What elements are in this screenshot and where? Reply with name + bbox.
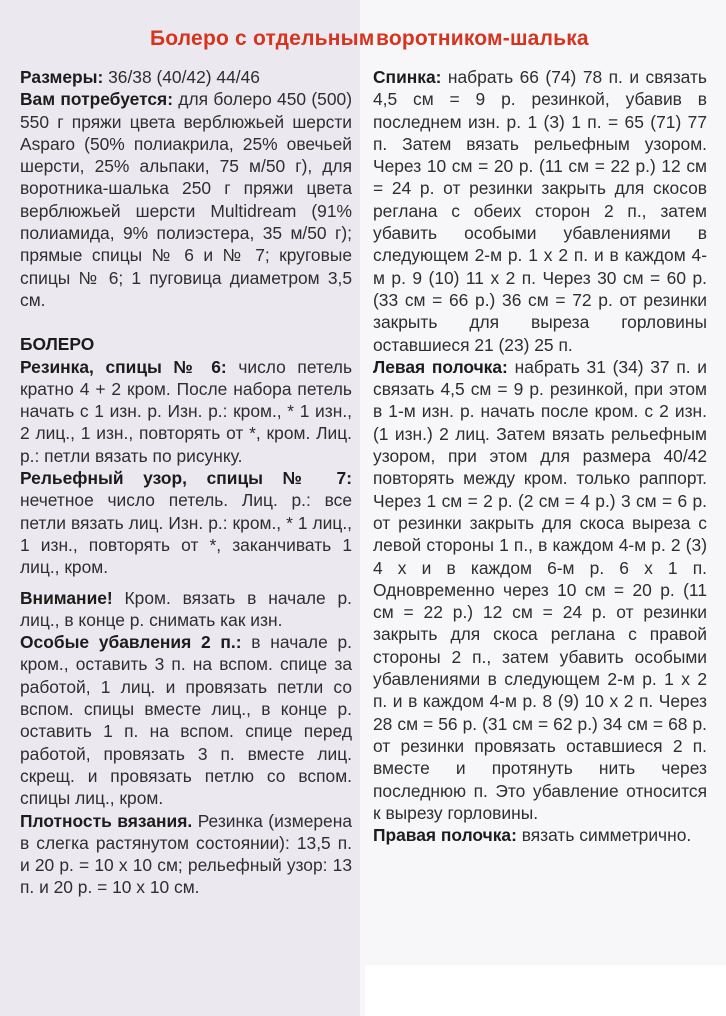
bottom-right-blank-area — [365, 965, 726, 1016]
attention-label: Внимание! — [20, 587, 113, 608]
gauge-label: Плотность вязания. — [20, 810, 193, 831]
left-text-column — [20, 66, 352, 899]
materials-label: Вам потребуется: — [20, 89, 173, 110]
materials-paragraph — [20, 88, 352, 311]
rib-text: число петель кратно 4 + 2 кром. После набора петель начать с 1 изн. р. Изн. р.: кром., * 1 изн., 2 лиц., 1 изн., повторять от *, кром. Лиц. р.: петли вязать по рисунку. — [20, 356, 353, 466]
attention-paragraph — [20, 587, 352, 632]
right-front-label: Правая полочка: — [373, 825, 517, 846]
title-part-right: воротником-шалька — [376, 27, 589, 50]
section-heading-bolero: БОЛЕРО — [20, 334, 95, 355]
left-front-text: набрать 31 (34) 37 п. и связать 4,5 см = 9 р. резинкой, при этом в 1-м изн. р. начать после кром. с 2 изн. (1 изн.) 2 лиц. Затем вязать рельефным узором, при этом для размера 40/42 повторять между кром. только раппорт. Через 1 см = 2 р. (2 см = 4 р.) 3 см = 6 р. от резинки закрыть для скоса выреза с левой стороны 1 п., в каждом 4-м р. 2 (3) 4 х и в каждом 6-м р. 6 х 1 п. Одновременно через 10 см = 20 р. (11 см = 22 р.) 12 см = 24 р. от резинки закрыть для скоса реглана с правой стороны 2 п., затем убавить особыми убавлениями в следующем 2-м р. 1 х 2 п. и в каждом 4-м р. 8 (9) 10 х 2 п. Через 28 см = 56 р. (31 см = 62 р.) 34 см = 68 р. от резинки провязать оставшиеся 2 п. вместе и протянуть нить через последнюю п. Это убавление относится к вырезу горловины. — [373, 356, 708, 823]
gauge-paragraph — [20, 810, 352, 899]
relief-label: Рельефный узор, спицы № 7: — [20, 468, 352, 489]
article-title — [0, 27, 726, 57]
attention-text: Кром. вязать в начале р. лиц., в конце р. снимать как изн. — [20, 587, 352, 630]
spacer — [20, 311, 352, 333]
title-part-left: Болеро с отдельным — [150, 27, 375, 50]
gauge-text: Резинка (измерена в слегка растянутом состоянии): 13,5 п. и 20 р. = 10 х 10 см; рельефный узор: 13 п. и 20 р. = 10 х 10 см. — [20, 810, 352, 898]
back-text: набрать 66 (74) 78 п. и связать 4,5 см = 9 р. резинкой, убавив в последнем изн. р. 1 (3) 1 п. = 65 (71) 77 п. Затем вязать рельефным узором. Через 10 см = 20 р. (11 см = 22 р.) 12 см = 24 р. от резинки закрыть для скосов реглана с обеих сторон 2 п., затем убавить особыми убавлениями в следующем 2-м р. 1 х 2 п. и в каждом 4-м р. 9 (10) 11 х 2 п. Через 30 см = 60 р. (33 см = 66 р.) 36 см = 72 р. от резинки закрыть для выреза горловины оставшиеся 21 (23) 25 п. — [373, 67, 707, 355]
right-front-paragraph — [373, 824, 707, 846]
relief-text: нечетное число петель. Лиц. р.: все петли вязать лиц. Изн. р.: кром., * 1 лиц., 1 изн., повторять от *, заканчивать 1 лиц., кром. — [20, 490, 352, 578]
rib-paragraph — [20, 356, 352, 467]
materials-text: для болеро 450 (500) 550 г пряжи цвета верблюжьей шерсти Asparo (50% полиакрила, 25% овечьей шерсти, 25% альпаки, 75 м/50 г), для воротника-шалька 250 г пряжи цвета верблюжьей шерсти Multidream (91% полиамида, 9% полиэстера, 35 м/50 г); прямые спицы № 6 и № 7; круговые спицы № 6; 1 пуговица диаметром 3,5 см. — [20, 89, 352, 310]
relief-paragraph — [20, 467, 352, 578]
left-front-label: Левая полочка: — [373, 356, 508, 377]
decreases-label: Особые убавления 2 п.: — [20, 632, 242, 653]
left-front-paragraph — [373, 356, 707, 824]
right-text-column — [373, 66, 707, 846]
rib-label: Резинка, спицы № 6: — [20, 356, 227, 377]
back-label: Спинка: — [373, 67, 442, 87]
sizes-text: 36/38 (40/42) 44/46 — [103, 67, 260, 87]
right-front-text: вязать симметрично. — [516, 825, 692, 846]
spacer — [20, 579, 352, 587]
sizes-label: Размеры: — [20, 67, 104, 87]
decreases-text: в начале р. кром., оставить 3 п. на вспом. спице за работой, 1 лиц. и провязать петли со вспом. спицы вместе лиц., в конце р. оставить 1 п. на вспом. спице перед работой, провязать 3 п. вместе лиц. скрещ. и провязать петлю со вспом. спицы лиц., кром. — [20, 632, 353, 809]
sizes-paragraph — [20, 66, 352, 88]
back-paragraph — [373, 66, 707, 356]
decreases-paragraph — [20, 631, 352, 809]
